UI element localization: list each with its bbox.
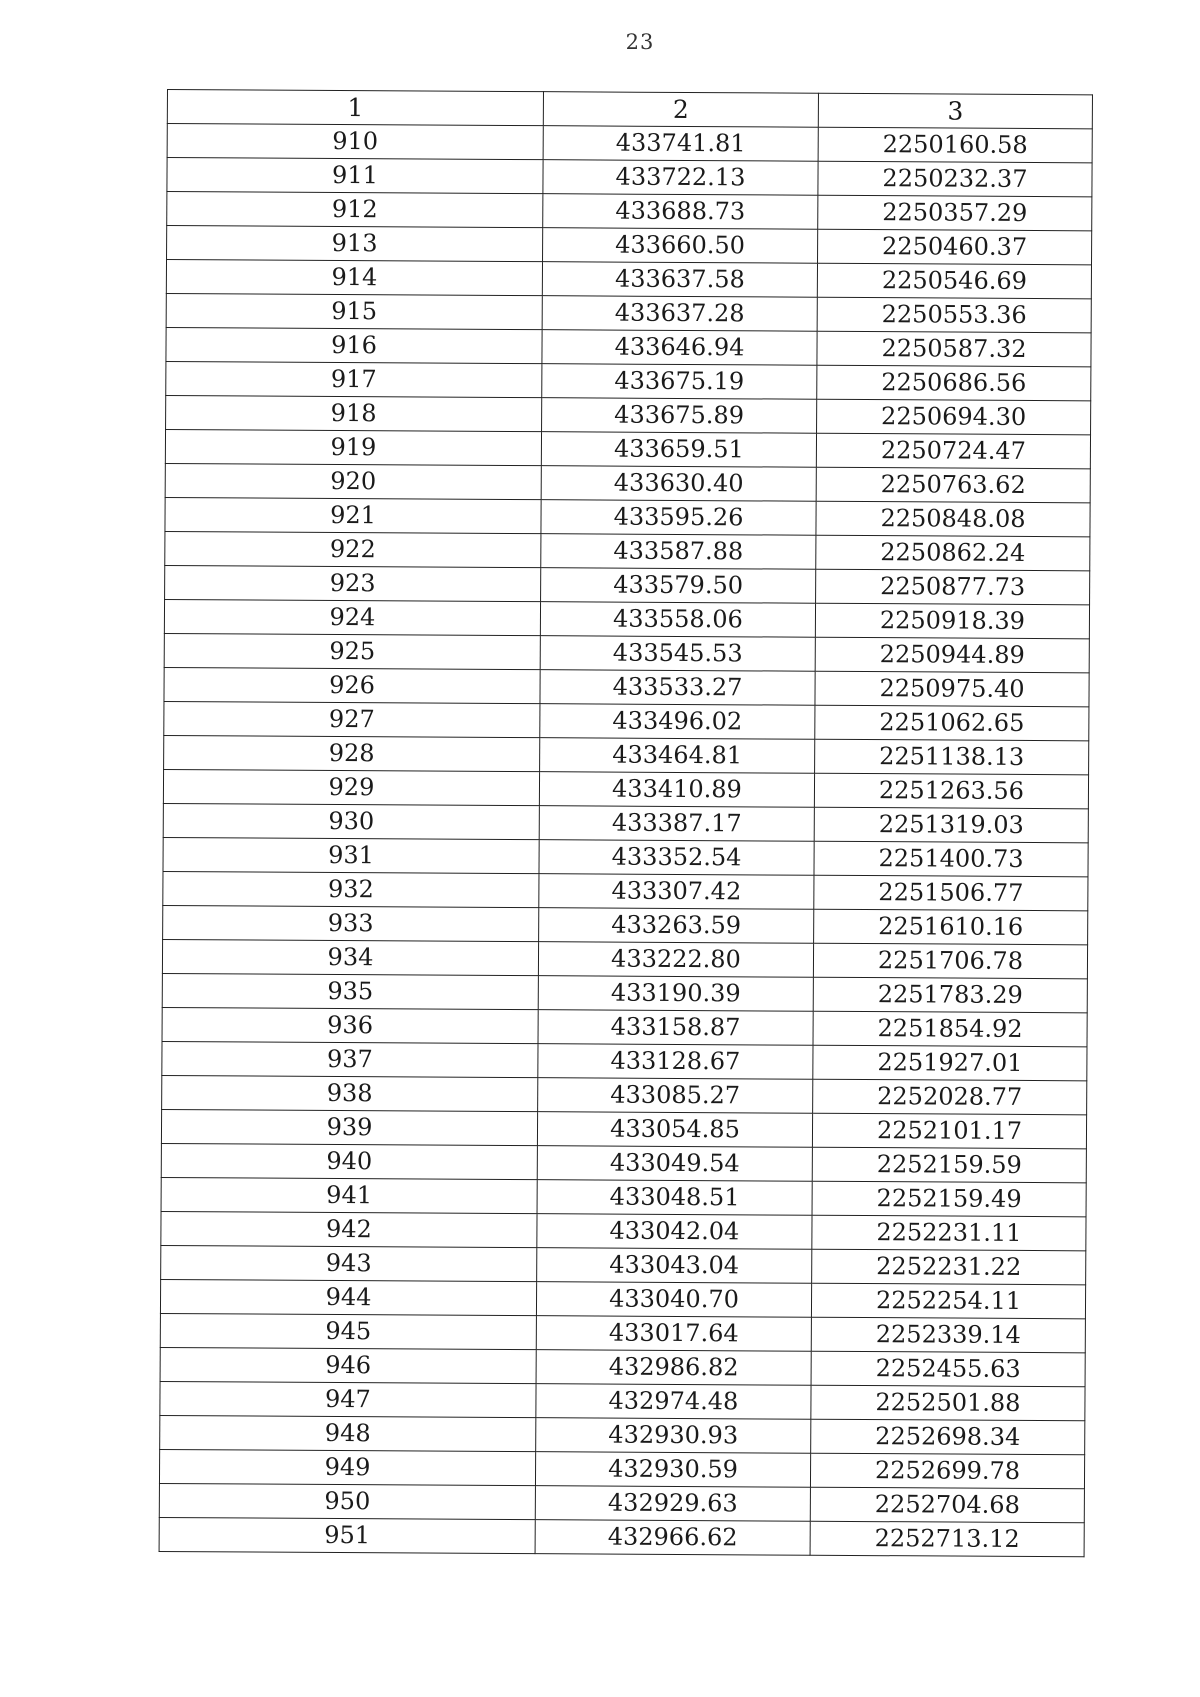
- y-coordinate-cell: 2251706.78: [813, 943, 1087, 979]
- point-number-cell: 940: [161, 1143, 537, 1179]
- x-coordinate-cell: 433630.40: [541, 466, 816, 502]
- table-row: [165, 531, 1090, 570]
- point-number-cell: 925: [164, 633, 540, 669]
- point-number-cell: 939: [161, 1109, 537, 1145]
- table-row: [161, 1245, 1086, 1284]
- table-row: [164, 735, 1089, 774]
- table-row: [160, 1415, 1085, 1454]
- y-coordinate-cell: 2252698.34: [811, 1419, 1085, 1455]
- point-number-cell: 942: [161, 1211, 537, 1247]
- table-row: [166, 260, 1091, 299]
- x-coordinate-cell: 432930.59: [535, 1452, 810, 1488]
- y-coordinate-cell: 2252231.11: [812, 1215, 1086, 1251]
- y-coordinate-cell: 2251062.65: [815, 705, 1089, 741]
- y-coordinate-cell: 2250944.89: [815, 637, 1089, 673]
- table-row: [165, 429, 1090, 468]
- x-coordinate-cell: 433637.58: [542, 262, 817, 298]
- x-coordinate-cell: 433660.50: [543, 228, 818, 264]
- table-row: [163, 837, 1088, 876]
- point-number-cell: 931: [163, 837, 539, 873]
- point-number-cell: 918: [166, 395, 542, 431]
- x-coordinate-cell: 433675.19: [542, 364, 817, 400]
- point-number-cell: 948: [160, 1415, 536, 1451]
- x-coordinate-cell: 433637.28: [542, 296, 817, 332]
- point-number-cell: 934: [162, 939, 538, 975]
- point-number-cell: 924: [164, 599, 540, 635]
- point-number-cell: 938: [162, 1075, 538, 1111]
- x-coordinate-cell: 433263.59: [539, 908, 814, 944]
- point-number-cell: 919: [165, 429, 541, 465]
- table-row: [163, 803, 1088, 842]
- table-row: [165, 463, 1090, 502]
- y-coordinate-cell: 2250546.69: [817, 263, 1091, 299]
- x-coordinate-cell: 432930.93: [536, 1418, 811, 1454]
- y-coordinate-cell: 2252501.88: [811, 1385, 1085, 1421]
- column-header-1: 1: [167, 90, 543, 126]
- x-coordinate-cell: 433040.70: [536, 1282, 811, 1318]
- y-coordinate-cell: 2251138.13: [815, 739, 1089, 775]
- point-number-cell: 923: [165, 565, 541, 601]
- table-row: [159, 1483, 1084, 1522]
- x-coordinate-cell: 433128.67: [538, 1044, 813, 1080]
- y-coordinate-cell: 2252101.17: [812, 1113, 1086, 1149]
- point-number-cell: 917: [166, 361, 542, 397]
- y-coordinate-cell: 2251927.01: [813, 1045, 1087, 1081]
- x-coordinate-cell: 432966.62: [535, 1520, 810, 1556]
- point-number-cell: 932: [163, 871, 539, 907]
- point-number-cell: 937: [162, 1041, 538, 1077]
- x-coordinate-cell: 433410.89: [539, 772, 814, 808]
- x-coordinate-cell: 433048.51: [537, 1180, 812, 1216]
- table-row: [166, 395, 1091, 434]
- x-coordinate-cell: 433595.26: [541, 500, 816, 536]
- x-coordinate-cell: 433646.94: [542, 330, 817, 366]
- x-coordinate-cell: 432986.82: [536, 1350, 811, 1386]
- point-number-cell: 916: [166, 327, 542, 363]
- point-number-cell: 930: [163, 803, 539, 839]
- x-coordinate-cell: 433558.06: [540, 602, 815, 638]
- point-number-cell: 921: [165, 497, 541, 533]
- point-number-cell: 910: [167, 124, 543, 160]
- column-header-2: 2: [543, 92, 818, 128]
- point-number-cell: 928: [164, 735, 540, 771]
- x-coordinate-cell: 433085.27: [538, 1078, 813, 1114]
- point-number-cell: 947: [160, 1381, 536, 1417]
- y-coordinate-cell: 2252699.78: [810, 1453, 1084, 1489]
- point-number-cell: 915: [166, 293, 542, 329]
- y-coordinate-cell: 2250877.73: [816, 569, 1090, 605]
- y-coordinate-cell: 2252704.68: [810, 1487, 1084, 1523]
- y-coordinate-cell: 2252159.59: [812, 1147, 1086, 1183]
- point-number-cell: 949: [159, 1449, 535, 1485]
- x-coordinate-cell: 433190.39: [538, 976, 813, 1012]
- table-row: [161, 1143, 1086, 1182]
- x-coordinate-cell: 433043.04: [537, 1248, 812, 1284]
- table-row: [163, 871, 1088, 910]
- point-number-cell: 914: [166, 260, 542, 296]
- point-number-cell: 933: [163, 905, 539, 941]
- x-coordinate-cell: 433054.85: [537, 1112, 812, 1148]
- table-row: [161, 1109, 1086, 1148]
- table-row: [167, 158, 1092, 197]
- table-header-row: [167, 90, 1092, 129]
- y-coordinate-cell: 2251783.29: [813, 977, 1087, 1013]
- table-body: [159, 124, 1092, 1557]
- x-coordinate-cell: 433587.88: [541, 534, 816, 570]
- point-number-cell: 935: [162, 973, 538, 1009]
- table-row: [159, 1517, 1084, 1556]
- coordinates-table: [159, 89, 1093, 1557]
- point-number-cell: 911: [167, 158, 543, 194]
- column-header-3: 3: [818, 93, 1092, 129]
- y-coordinate-cell: 2252455.63: [811, 1351, 1085, 1387]
- x-coordinate-cell: 433464.81: [540, 738, 815, 774]
- table-row: [162, 1007, 1087, 1046]
- table-row: [164, 701, 1089, 740]
- table-row: [163, 769, 1088, 808]
- table-row: [164, 633, 1089, 672]
- x-coordinate-cell: 433741.81: [543, 126, 818, 162]
- x-coordinate-cell: 433579.50: [541, 568, 816, 604]
- x-coordinate-cell: 433387.17: [539, 806, 814, 842]
- x-coordinate-cell: 433307.42: [539, 874, 814, 910]
- point-number-cell: 926: [164, 667, 540, 703]
- point-number-cell: 920: [165, 463, 541, 499]
- page-number: 23: [625, 30, 655, 54]
- point-number-cell: 943: [161, 1245, 537, 1281]
- x-coordinate-cell: 433049.54: [537, 1146, 812, 1182]
- y-coordinate-cell: 2250862.24: [816, 535, 1090, 571]
- y-coordinate-cell: 2252339.14: [811, 1317, 1085, 1353]
- y-coordinate-cell: 2250460.37: [818, 229, 1092, 265]
- x-coordinate-cell: 433533.27: [540, 670, 815, 706]
- y-coordinate-cell: 2252254.11: [811, 1283, 1085, 1319]
- y-coordinate-cell: 2251319.03: [814, 807, 1088, 843]
- y-coordinate-cell: 2251506.77: [814, 875, 1088, 911]
- y-coordinate-cell: 2250763.62: [816, 467, 1090, 503]
- y-coordinate-cell: 2251854.92: [813, 1011, 1087, 1047]
- table-row: [165, 565, 1090, 604]
- x-coordinate-cell: 433017.64: [536, 1316, 811, 1352]
- table-row: [162, 939, 1087, 978]
- table-row: [162, 1075, 1087, 1114]
- y-coordinate-cell: 2250918.39: [815, 603, 1089, 639]
- y-coordinate-cell: 2252028.77: [813, 1079, 1087, 1115]
- x-coordinate-cell: 433688.73: [543, 194, 818, 230]
- y-coordinate-cell: 2251263.56: [814, 773, 1088, 809]
- table-row: [167, 192, 1092, 231]
- point-number-cell: 936: [162, 1007, 538, 1043]
- x-coordinate-cell: 433042.04: [537, 1214, 812, 1250]
- table-row: [162, 1041, 1087, 1080]
- x-coordinate-cell: 433222.80: [538, 942, 813, 978]
- y-coordinate-cell: 2251610.16: [814, 909, 1088, 945]
- table-row: [166, 327, 1091, 366]
- table-row: [160, 1381, 1085, 1420]
- point-number-cell: 927: [164, 701, 540, 737]
- y-coordinate-cell: 2250975.40: [815, 671, 1089, 707]
- point-number-cell: 941: [161, 1177, 537, 1213]
- table-row: [159, 1449, 1084, 1488]
- table-row: [166, 293, 1091, 332]
- x-coordinate-cell: 433352.54: [539, 840, 814, 876]
- y-coordinate-cell: 2251400.73: [814, 841, 1088, 877]
- y-coordinate-cell: 2250694.30: [817, 399, 1091, 435]
- point-number-cell: 944: [160, 1279, 536, 1315]
- table-row: [163, 905, 1088, 944]
- table-row: [160, 1347, 1085, 1386]
- y-coordinate-cell: 2250848.08: [816, 501, 1090, 537]
- y-coordinate-cell: 2252713.12: [810, 1521, 1084, 1557]
- point-number-cell: 946: [160, 1347, 536, 1383]
- y-coordinate-cell: 2250724.47: [816, 433, 1090, 469]
- x-coordinate-cell: 432974.48: [536, 1384, 811, 1420]
- table-row: [160, 1313, 1085, 1352]
- table-row: [160, 1279, 1085, 1318]
- y-coordinate-cell: 2250357.29: [818, 195, 1092, 231]
- table-row: [161, 1177, 1086, 1216]
- point-number-cell: 951: [159, 1517, 535, 1553]
- point-number-cell: 929: [163, 769, 539, 805]
- table-row: [166, 361, 1091, 400]
- x-coordinate-cell: 433545.53: [540, 636, 815, 672]
- point-number-cell: 922: [165, 531, 541, 567]
- table-row: [167, 124, 1092, 163]
- table-row: [162, 973, 1087, 1012]
- point-number-cell: 945: [160, 1313, 536, 1349]
- point-number-cell: 913: [167, 226, 543, 262]
- y-coordinate-cell: 2250160.58: [818, 127, 1092, 163]
- y-coordinate-cell: 2250587.32: [817, 331, 1091, 367]
- y-coordinate-cell: 2252231.22: [812, 1249, 1086, 1285]
- table-row: [167, 226, 1092, 265]
- table-row: [164, 599, 1089, 638]
- y-coordinate-cell: 2250553.36: [817, 297, 1091, 333]
- x-coordinate-cell: 433158.87: [538, 1010, 813, 1046]
- table-row: [164, 667, 1089, 706]
- point-number-cell: 912: [167, 192, 543, 228]
- x-coordinate-cell: 433496.02: [540, 704, 815, 740]
- x-coordinate-cell: 433722.13: [543, 160, 818, 196]
- x-coordinate-cell: 433659.51: [541, 432, 816, 468]
- y-coordinate-cell: 2252159.49: [812, 1181, 1086, 1217]
- x-coordinate-cell: 433675.89: [542, 398, 817, 434]
- x-coordinate-cell: 432929.63: [535, 1486, 810, 1522]
- table-row: [165, 497, 1090, 536]
- y-coordinate-cell: 2250232.37: [818, 161, 1092, 197]
- table-row: [161, 1211, 1086, 1250]
- point-number-cell: 950: [159, 1483, 535, 1519]
- y-coordinate-cell: 2250686.56: [817, 365, 1091, 401]
